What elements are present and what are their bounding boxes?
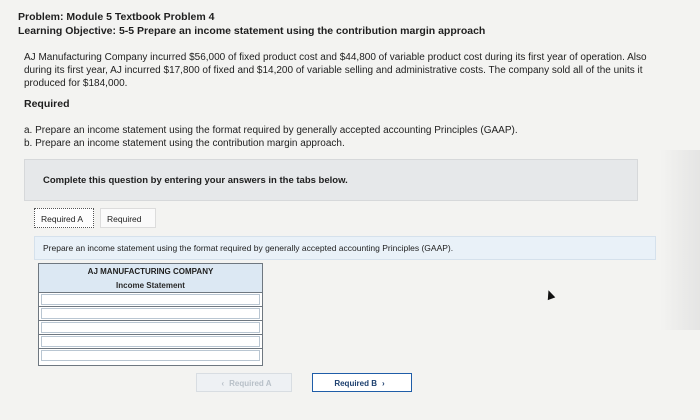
instruction-text: Complete this question by entering your answers in the tabs below. (43, 175, 348, 186)
next-required-b-button[interactable] (312, 373, 412, 392)
prev-button-label: Required A (229, 379, 272, 388)
tab-required-a[interactable]: Required A (34, 208, 94, 228)
table-row (39, 293, 262, 307)
tab-content-prompt-band (34, 236, 656, 260)
answer-input[interactable] (41, 336, 260, 347)
required-list (24, 124, 518, 150)
required-item-b: b. Prepare an income statement using the contribution margin approach. (24, 138, 345, 149)
chevron-right-icon: › (382, 379, 385, 388)
table-row (39, 321, 262, 335)
instruction-box (24, 159, 638, 201)
required-item-a: a. Prepare an income statement using the format required by generally accepted accounting Principles (GAAP). (24, 125, 518, 136)
table-row (39, 349, 262, 363)
mouse-cursor-icon (545, 289, 556, 300)
table-row (39, 307, 262, 321)
next-button-label: Required B (334, 379, 377, 388)
income-statement-header (39, 264, 262, 293)
answer-input[interactable] (41, 350, 260, 361)
tab-required-b[interactable]: Required (100, 208, 156, 228)
table-row (39, 335, 262, 349)
tab-content-prompt: Prepare an income statement using the format required by generally accepted accounting Principles (GAAP). (43, 243, 454, 253)
answer-input[interactable] (41, 294, 260, 305)
income-statement-table (38, 263, 263, 366)
statement-title: Income Statement (116, 281, 185, 290)
learning-objective: Learning Objective: 5-5 Prepare an income statement using the contribution margin approach (18, 25, 486, 37)
screen-edge-shadow (660, 150, 700, 330)
answer-input[interactable] (41, 308, 260, 319)
chevron-left-icon: ‹ (221, 379, 225, 388)
required-heading: Required (24, 98, 70, 110)
prev-required-a-button[interactable] (196, 373, 292, 392)
problem-description: AJ Manufacturing Company incurred $56,000 of fixed product cost and $44,800 of variable product cost during its first year of operation. Also during its first year, AJ incurred $17,800 of fixed and $14,200 of variable selling and administrative costs. The company sold all of the units it produced for $184,000. (24, 52, 647, 89)
company-name: AJ MANUFACTURING COMPANY (87, 267, 214, 276)
answer-input[interactable] (41, 322, 260, 333)
problem-title: Problem: Module 5 Textbook Problem 4 (18, 11, 215, 23)
